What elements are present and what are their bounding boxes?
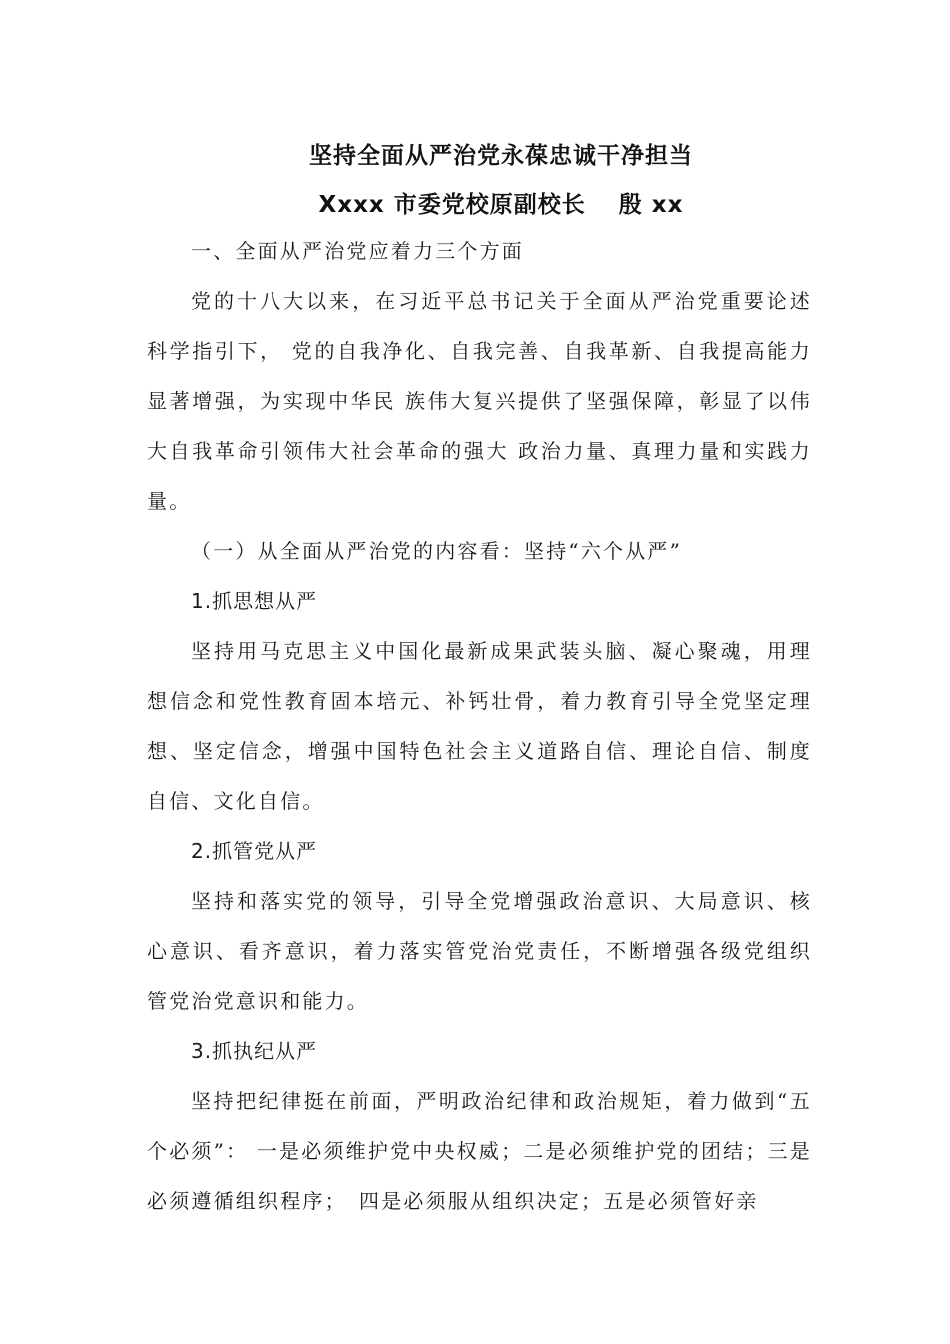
document-body: [147, 226, 812, 1226]
numbered-heading-2: 2.抓管党从严: [191, 839, 318, 863]
numbered-heading-3: 3.抓执纪从严: [191, 1039, 318, 1063]
numbered-heading-1: 1.抓思想从严: [191, 589, 318, 613]
paragraph-3: 坚持和落实党的领导，引导全党增强政治意识、大局意识、核心意识、看齐意识，着力落实管党治党责任，不断增强各级党组织管党治党意识和能力。: [147, 889, 812, 1013]
document-title: 坚持全面从严治党永葆忠诚干净担当: [309, 143, 693, 169]
paragraph-2: 坚持用马克思主义中国化最新成果武装头脑、凝心聚魂，用理想信念和党性教育固本培元、补钙壮骨，着力教育引导全党坚定理想、坚定信念，增强中国特色社会主义道路自信、理论自信、制度自信、文化自信。: [147, 639, 812, 813]
section-heading-1: 一、全面从严治党应着力三个方面: [191, 239, 524, 263]
paragraph-4: 坚持把纪律挺在前面，严明政治纪律和政治规矩，着力做到“五个必须”： 一是必须维护党中央权威；二是必须维护党的团结；三是必须遵循组织程序； 四是必须服从组织决定；五是必须管好亲: [147, 1089, 812, 1213]
subsection-heading-1: （一）从全面从严治党的内容看：坚持“六个从严”: [191, 539, 683, 563]
author-line: Xxxx 市委党校原副校长 殷 xx: [318, 192, 684, 218]
paragraph-1: 党的十八大以来，在习近平总书记关于全面从严治党重要论述科学指引下， 党的自我净化、自我完善、自我革新、自我提高能力显著增强，为实现中华民 族伟大复兴提供了坚强保障，彰显了以伟大自我革命引领伟大社会革命的强大 政治力量、真理力量和实践力量。: [147, 289, 812, 513]
